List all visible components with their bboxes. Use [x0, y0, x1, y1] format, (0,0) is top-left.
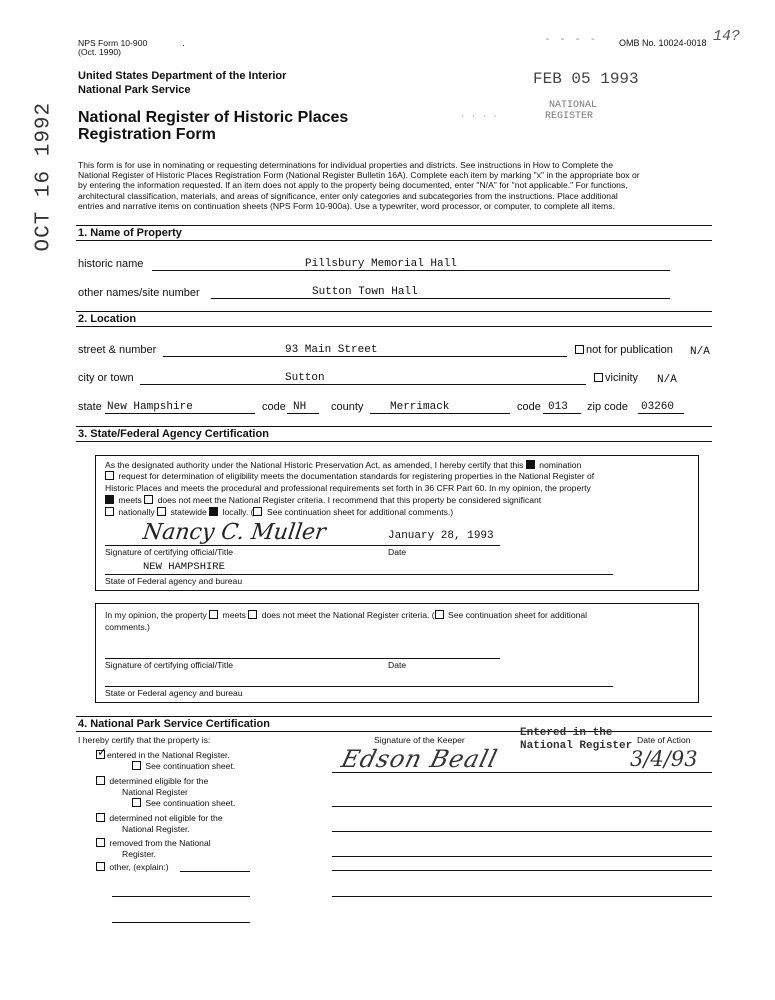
opinion-text: In my opinion, the property [105, 610, 207, 620]
zip-line [638, 413, 684, 414]
state-label: state [78, 401, 102, 413]
state-code-value[interactable]: NH [293, 401, 307, 413]
meets-label: meets [118, 495, 142, 505]
county-line [370, 413, 510, 414]
keeper-label: Signature of the Keeper [374, 735, 465, 745]
keeper-signature: Edson Beall [338, 745, 501, 773]
city-label: city or town [78, 372, 134, 384]
form-title-line2: Registration Form [78, 126, 216, 143]
certifying-signature: Nancy C. Muller [141, 520, 328, 545]
see-cont-2[interactable] [132, 798, 235, 808]
opinion-text: does not meet the National Register criteria. ( [261, 610, 435, 620]
not-for-publication[interactable] [575, 344, 673, 356]
det-not-label: determined not eligible for the [109, 813, 223, 823]
section-rule [76, 731, 712, 732]
register-stamp-1: NATIONAL [549, 100, 598, 111]
sig-label: Signature of certifying official/Title [105, 547, 234, 557]
agency-value[interactable]: NEW HAMPSHIRE [143, 561, 225, 573]
form-title-line1: National Register of Historic Places [78, 109, 349, 126]
cert-line2 [105, 471, 594, 481]
agency-label: State of Federal agency and bureau [105, 576, 243, 586]
cont-sheet-label: See continuation sheet for additional comments.) [266, 507, 454, 517]
locally-label: locally. ( [222, 507, 254, 517]
omb-number: OMB No. 10024-0018 [619, 38, 707, 48]
checkbox-icon[interactable] [435, 610, 444, 619]
street-value[interactable]: 93 Main Street [285, 344, 378, 356]
cert-date-value[interactable]: January 28, 1993 [388, 530, 494, 542]
side-date-stamp: OCT 16 1992 [32, 101, 56, 252]
keeper-line [332, 831, 712, 832]
county-code-label: code [517, 401, 541, 413]
checkbox-icon[interactable] [96, 776, 105, 785]
other-explain-line[interactable] [112, 896, 250, 897]
opinion-meets-label: meets [222, 610, 246, 620]
opinion-text: See continuation sheet for additional [448, 610, 588, 620]
department: United States Department of the Interior [78, 70, 287, 82]
county-label: county [331, 401, 364, 413]
checkbox-icon[interactable] [575, 345, 584, 354]
historic-name-value[interactable]: Pillsbury Memorial Hall [305, 258, 457, 270]
keeper-line [332, 896, 712, 897]
removed-line2: Register. [122, 849, 156, 859]
date-label: Date [388, 547, 407, 557]
cert-line3: Historic Places and meets the procedural and professional requirements set forth in 36 CFR Part 60. In my opinion, the property [105, 483, 591, 493]
received-stamp: FEB 05 1993 [533, 70, 639, 88]
checkbox-icon[interactable] [105, 507, 114, 516]
other-option[interactable] [96, 862, 169, 872]
section-rule [76, 716, 712, 717]
checked-box-icon[interactable] [526, 460, 535, 469]
section4-intro: I hereby certify that the property is: [78, 735, 211, 745]
street-label: street & number [78, 344, 157, 356]
action-label: Date of Action [637, 735, 691, 745]
intro-line: by entering the information requested. If an item does not apply to the property being documented, enter "N/A" for "not applicable." For functions, [78, 180, 628, 191]
state-value[interactable]: New Hampshire [107, 401, 193, 413]
section-rule [76, 326, 712, 327]
section2-heading: 2. Location [78, 313, 137, 325]
county-code-value[interactable]: 013 [548, 401, 568, 413]
nationally-label: nationally [118, 507, 155, 517]
sig2-label: Signature of certifying official/Title [105, 660, 234, 670]
checkbox-icon[interactable] [594, 373, 603, 382]
vicinity-value: N/A [657, 374, 677, 386]
checkbox-icon[interactable] [96, 862, 105, 871]
intro-line: National Register of Historic Places Registration Form (National Register Bulletin 16A). Complete each item by marking "x" in the appropriate box or [78, 170, 640, 181]
city-line [140, 384, 586, 385]
intro-line: architectural classification, materials, and areas of significance, enter only categories and subcategories from the instructions. Place additional [78, 190, 618, 201]
keeper-line [332, 806, 712, 807]
corner-mark: 14? [713, 28, 741, 45]
section-rule [76, 311, 712, 312]
checkbox-icon[interactable] [132, 798, 141, 807]
det-eligible-label: determined eligible for the [109, 776, 209, 786]
checkbox-icon[interactable] [209, 610, 218, 619]
removed-label: removed from the National [109, 838, 211, 848]
det-eligible-line2: National Register [122, 787, 188, 797]
service: National Park Service [78, 84, 191, 96]
det-eligible-option[interactable] [96, 776, 208, 786]
historic-name-line [152, 270, 670, 271]
state-code-line [287, 413, 319, 414]
checkbox-icon[interactable] [253, 507, 262, 516]
section-rule [76, 225, 712, 226]
checkbox-icon[interactable] [144, 495, 153, 504]
code-label: code [262, 401, 286, 413]
other-explain-line[interactable] [112, 922, 250, 923]
checkbox-icon[interactable] [132, 761, 141, 770]
checkbox-icon[interactable] [96, 838, 105, 847]
city-value[interactable]: Sutton [285, 372, 325, 384]
state-line [105, 413, 255, 414]
register-stamp-2: REGISTER [545, 111, 594, 122]
other-label: other, (explain:) [109, 862, 169, 872]
section-rule [76, 441, 712, 442]
nomination-label: nomination [539, 460, 582, 470]
signature-line [105, 545, 500, 546]
historic-name-label: historic name [78, 258, 144, 270]
det-not-option[interactable] [96, 813, 223, 823]
entered-stamp-2: National Register [520, 740, 633, 752]
county-code-line [543, 413, 581, 414]
see-cont-label: See continuation sheet. [145, 798, 236, 808]
intro-text [78, 160, 718, 211]
cert-line1 [105, 460, 581, 470]
checkbox-icon[interactable] [157, 507, 166, 516]
keeper-line [332, 772, 712, 773]
statewide-label: statewide [170, 507, 207, 517]
other-names-label: other names/site number [78, 287, 200, 299]
county-value[interactable]: Merrimack [390, 401, 450, 413]
see-cont-label: See continuation sheet. [145, 761, 236, 771]
section-rule [76, 426, 712, 427]
form-number: NPS Form 10-900 [78, 38, 148, 48]
other-names-line [211, 298, 670, 299]
cert-text: As the designated authority under the National Historic Preservation Act, as amended, I hereby certify that this [105, 460, 524, 470]
zip-value[interactable]: 03260 [641, 401, 675, 413]
section3-heading: 3. State/Federal Agency Certification [78, 428, 269, 440]
action-date: 3/4/93 [630, 747, 698, 771]
form-date: (Oct. 1990) [78, 47, 121, 57]
not-pub-value: N/A [690, 346, 710, 358]
agency-line [105, 686, 613, 687]
dot-mark: . [182, 38, 185, 49]
faint-stamp: - - - - [544, 34, 598, 46]
check-mark-icon: ✓ [97, 745, 108, 759]
zip-label: zip code [587, 401, 628, 413]
entered-stamp-1: Entered in the [520, 727, 613, 739]
cert-line5 [105, 507, 453, 517]
other-names-value[interactable]: Sutton Town Hall [312, 286, 418, 298]
section1-heading: 1. Name of Property [78, 227, 182, 239]
intro-line: This form is for use in nominating or requesting determinations for individual properties and districts. See instructions in How to Complete the [78, 160, 613, 170]
checkbox-icon[interactable] [248, 610, 257, 619]
other-explain-line[interactable] [180, 871, 250, 872]
vicinity-label: vicinity [605, 372, 639, 384]
not-pub-label: not for publication [586, 344, 673, 356]
entered-option[interactable] [96, 745, 230, 760]
checked-box-icon[interactable] [105, 495, 114, 504]
agency-line [105, 574, 613, 575]
see-cont-1[interactable] [132, 761, 235, 771]
date2-label: Date [388, 660, 407, 670]
section-rule [76, 240, 712, 241]
checkbox-icon[interactable] [105, 471, 114, 480]
checked-box-icon[interactable] [96, 745, 108, 759]
keeper-line [332, 870, 712, 871]
opinion-line2: comments.) [105, 622, 150, 632]
vicinity[interactable] [594, 372, 638, 384]
opinion-line1 [105, 610, 587, 620]
cert-text: does not meet the National Register criteria. I recommend that this property be considered significant [157, 495, 542, 505]
faint-dots: · · · · [460, 112, 498, 122]
agency2-label: State or Federal agency and bureau [105, 688, 243, 698]
section4-heading: 4. National Park Service Certification [78, 718, 270, 730]
det-not-line2: National Register. [122, 824, 190, 834]
cert-line4 [105, 495, 541, 505]
entered-label: entered in the National Register. [107, 750, 230, 760]
street-line [163, 356, 567, 357]
intro-line: entries and narrative items on continuation sheets (NPS Form 10-900a). Use a typewriter, word processor, or computer, to complete all items. [78, 200, 615, 211]
signature-line [105, 658, 500, 659]
removed-option[interactable] [96, 838, 211, 848]
checkbox-icon[interactable] [96, 813, 105, 822]
keeper-line [332, 856, 712, 857]
checked-box-icon[interactable] [209, 507, 218, 516]
cert-text: request for determination of eligibility meets the documentation standards for registering properties in the National Register of [118, 471, 595, 481]
